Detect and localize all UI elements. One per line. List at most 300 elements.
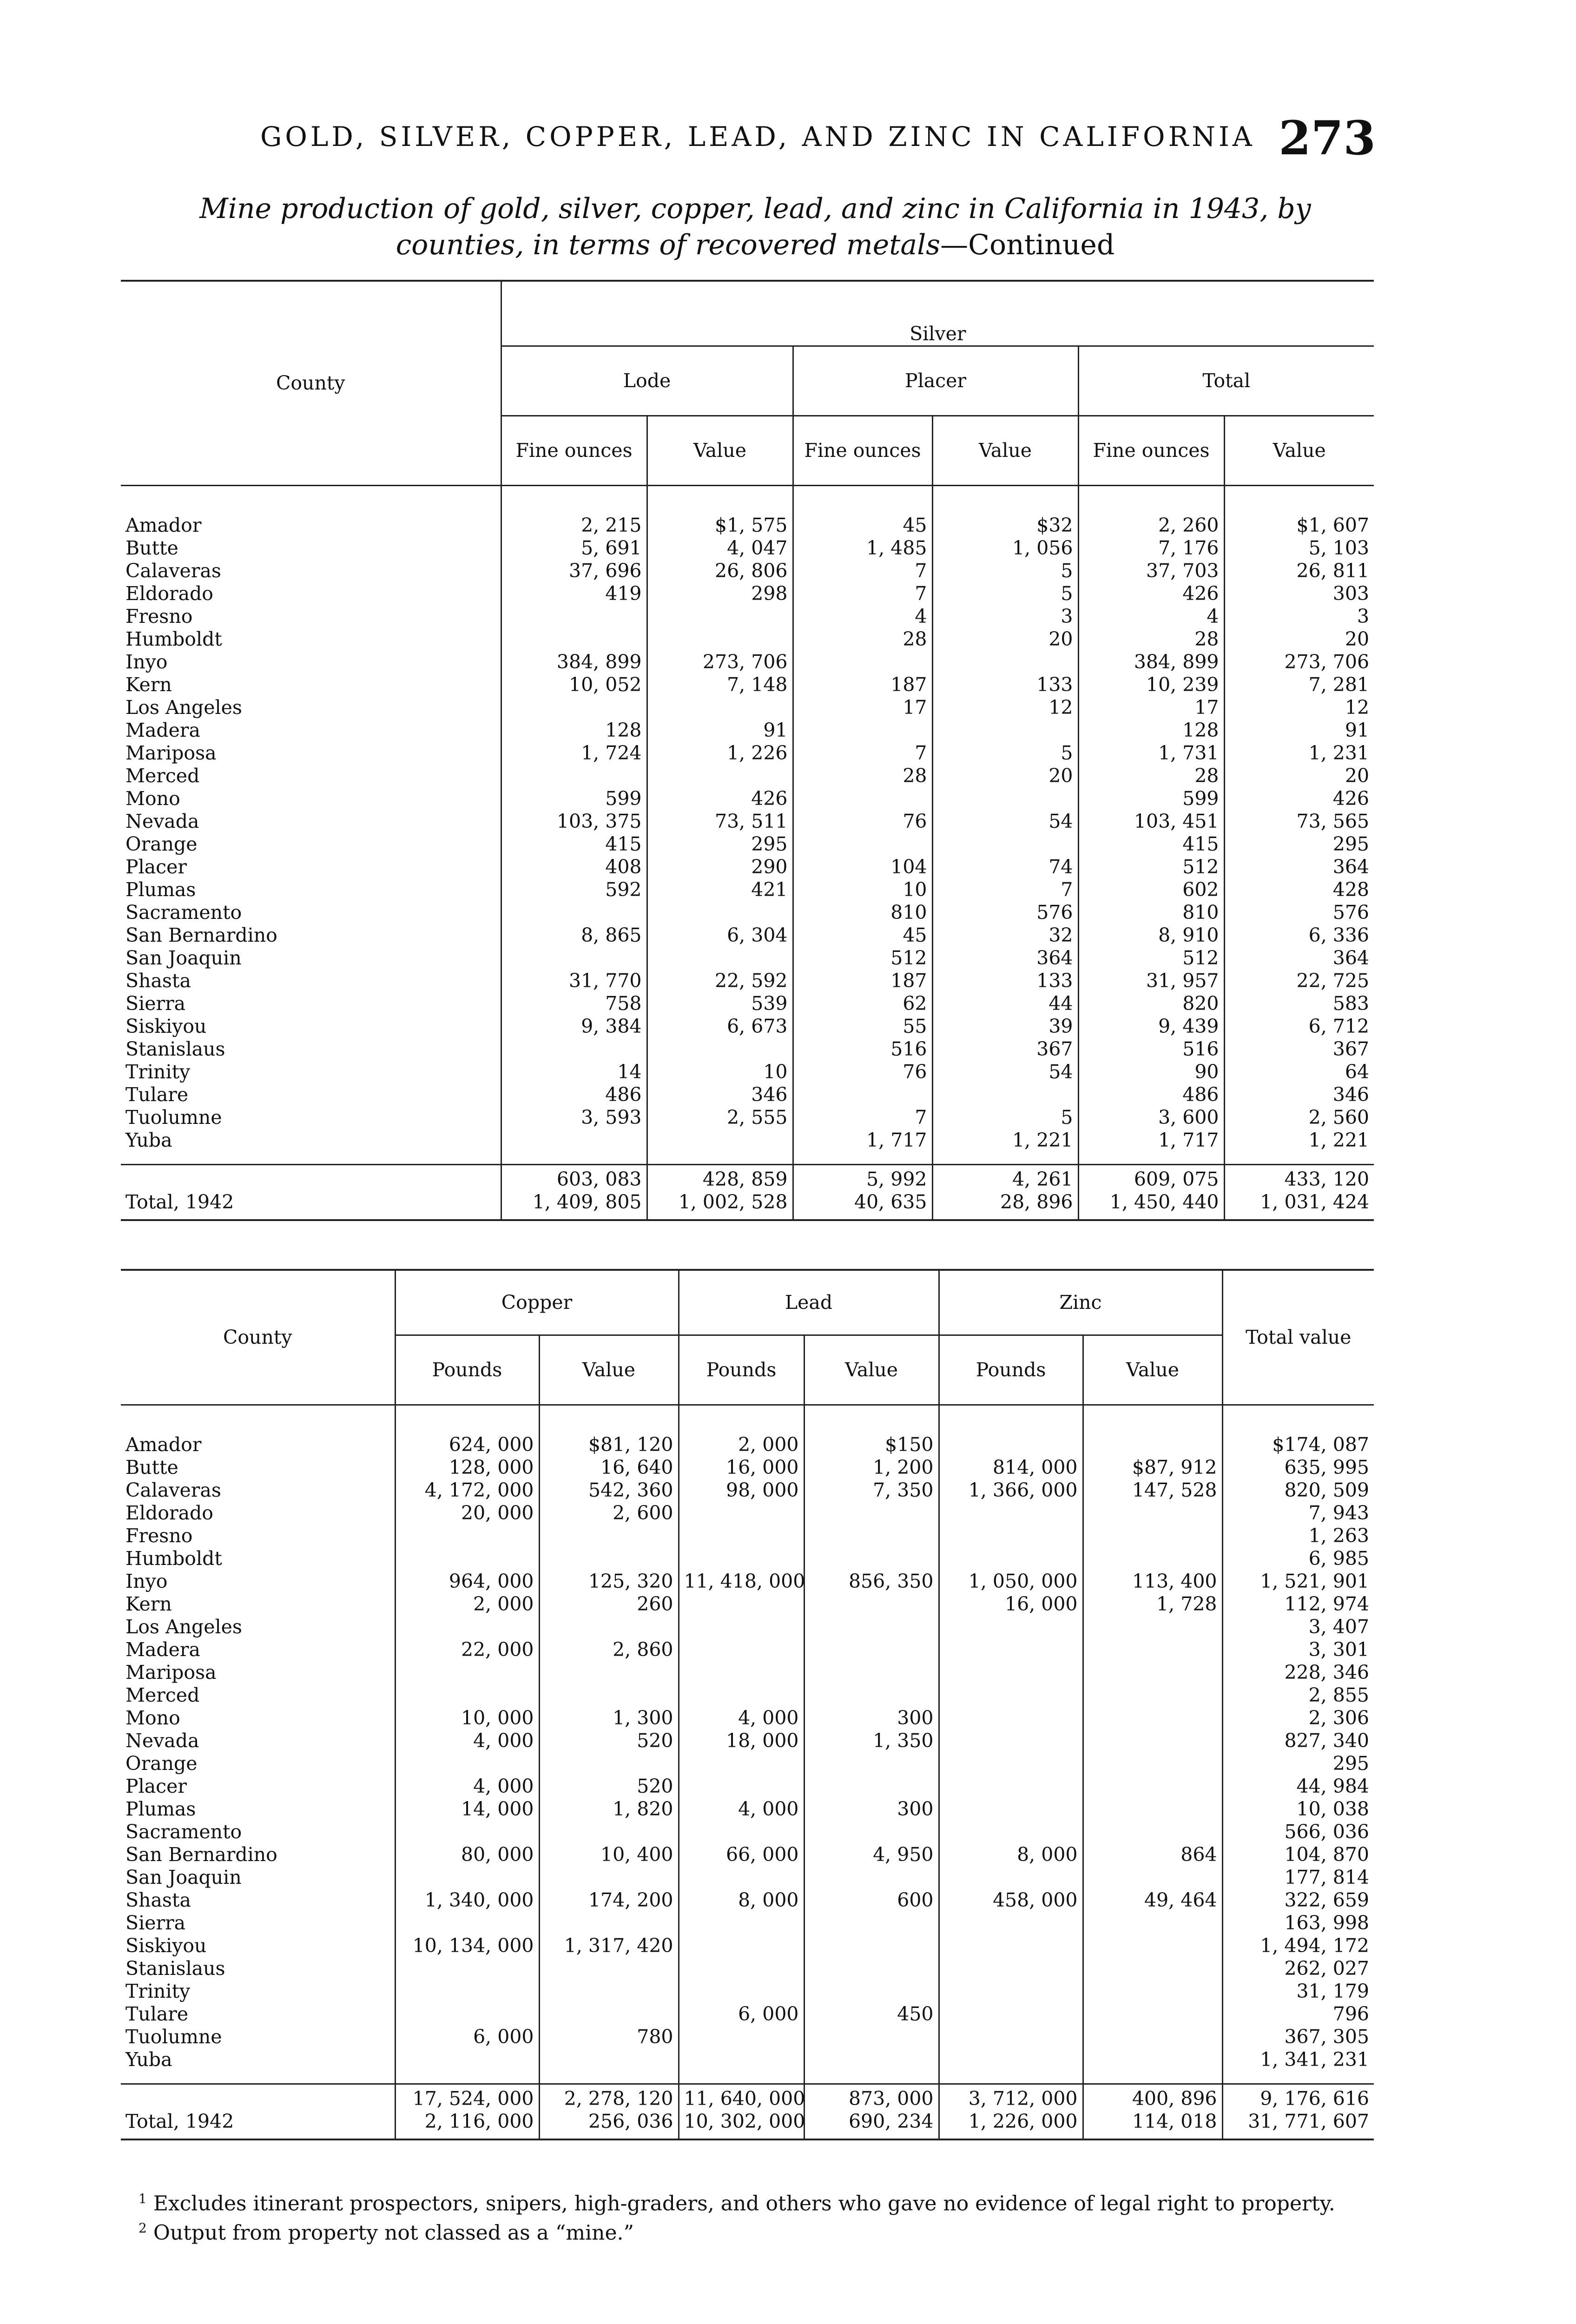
table-cell xyxy=(1083,1525,1222,1547)
table-row xyxy=(121,1821,1374,1843)
total-1942-cell: 690, 234 xyxy=(804,2110,939,2139)
table-cell: 8, 910 xyxy=(1078,924,1224,947)
table-cell: 163, 998 xyxy=(1222,1912,1374,1934)
county-name: Placer xyxy=(125,855,187,878)
table-cell: 16, 640 xyxy=(539,1456,679,1479)
table-cell xyxy=(679,1547,804,1570)
table-cell xyxy=(939,2003,1083,2026)
table-cell: 810 xyxy=(1078,901,1224,924)
table-cell: 2, 600 xyxy=(539,1502,679,1525)
table-cell xyxy=(1083,1980,1222,2003)
table-cell: 303 xyxy=(1224,582,1374,605)
table-cell xyxy=(647,765,793,787)
table-cell: 384, 899 xyxy=(1078,651,1224,673)
table-cell: 6, 673 xyxy=(647,1015,793,1038)
table-row xyxy=(121,1866,1374,1889)
table-cell: 4, 000 xyxy=(395,1730,539,1752)
table-cell xyxy=(501,628,647,651)
county-name: Merced xyxy=(125,1684,200,1706)
table-cell xyxy=(395,2003,539,2026)
table-row xyxy=(121,1502,1374,1525)
table-cell: 827, 340 xyxy=(1222,1730,1374,1752)
table-cell xyxy=(804,2048,939,2084)
table-cell: 4, 047 xyxy=(647,537,793,560)
table-cell: 262, 027 xyxy=(1222,1957,1374,1980)
table-cell: 49, 464 xyxy=(1083,1889,1222,1912)
table-cell xyxy=(1083,1798,1222,1821)
table-cell: 3, 407 xyxy=(1222,1616,1374,1638)
county-name: Madera xyxy=(125,1638,200,1661)
table-cell: 7, 148 xyxy=(647,673,793,696)
table-cell: 419 xyxy=(501,582,647,605)
table-row xyxy=(121,878,1374,901)
table-cell: 2, 215 xyxy=(501,485,647,537)
table-cell: 864 xyxy=(1083,1843,1222,1866)
page-number: 273 xyxy=(1279,111,1376,165)
table-cell: 6, 712 xyxy=(1224,1015,1374,1038)
table-cell: 80, 000 xyxy=(395,1843,539,1866)
table-cell: 74 xyxy=(932,856,1078,878)
county-name: Sacramento xyxy=(125,1820,242,1843)
table-cell: 8, 000 xyxy=(939,1843,1083,1866)
col-header: Fine ounces xyxy=(501,416,647,485)
table-cell: 1, 728 xyxy=(1083,1593,1222,1616)
silver-county-header: County xyxy=(121,281,501,485)
table-cell: 426 xyxy=(1078,582,1224,605)
table-cell: 856, 350 xyxy=(804,1570,939,1593)
table-row xyxy=(121,1661,1374,1684)
table-cell xyxy=(395,1616,539,1638)
total-cell: 5, 992 xyxy=(793,1164,932,1191)
table-cell: 98, 000 xyxy=(679,1479,804,1502)
table-cell xyxy=(932,787,1078,810)
table-cell xyxy=(1083,1821,1222,1843)
total-1942-row xyxy=(121,2110,1374,2139)
table-cell: 128, 000 xyxy=(395,1456,539,1479)
table-cell: 20 xyxy=(932,628,1078,651)
table-row xyxy=(121,1638,1374,1661)
table-cell: 31, 770 xyxy=(501,970,647,992)
county-name: Stanislaus xyxy=(125,1037,225,1060)
table-row xyxy=(121,628,1374,651)
table-cell: 260 xyxy=(539,1593,679,1616)
table-row xyxy=(121,2048,1374,2084)
base-metals-table xyxy=(121,1269,1374,2140)
table-row xyxy=(121,1934,1374,1957)
table-cell: 635, 995 xyxy=(1222,1456,1374,1479)
table-cell xyxy=(501,947,647,970)
table-cell xyxy=(939,1798,1083,1821)
table-cell xyxy=(939,1821,1083,1843)
table-cell xyxy=(804,1616,939,1638)
table-cell: $1, 575 xyxy=(647,485,793,537)
table-cell: 1, 724 xyxy=(501,742,647,765)
table-cell: 758 xyxy=(501,992,647,1015)
table-row xyxy=(121,1456,1374,1479)
totals-row xyxy=(121,2084,1374,2110)
table-cell: 10, 134, 000 xyxy=(395,1934,539,1957)
page-header xyxy=(260,111,1376,166)
county-name: Mono xyxy=(125,787,180,810)
table-cell: 17 xyxy=(1078,696,1224,719)
table-row xyxy=(121,1775,1374,1798)
table-cell: 22, 000 xyxy=(395,1638,539,1661)
county-name: Siskiyou xyxy=(125,1015,207,1037)
running-title: GOLD, SILVER, COPPER, LEAD, AND ZINC IN CALIFORNIA xyxy=(260,121,1255,152)
table-cell: 28 xyxy=(1078,765,1224,787)
table-cell: 486 xyxy=(1078,1083,1224,1106)
table-cell: 90 xyxy=(1078,1061,1224,1083)
footnote-text: Excludes itinerant prospectors, snipers, high-graders, and others who gave no evidence of legal right to property. xyxy=(153,2192,1335,2216)
table-cell: 10, 038 xyxy=(1222,1798,1374,1821)
table-cell xyxy=(1083,1934,1222,1957)
county-name: Yuba xyxy=(125,1129,172,1151)
table-cell: 10 xyxy=(793,878,932,901)
table-cell: 1, 263 xyxy=(1222,1525,1374,1547)
table-cell: 91 xyxy=(1224,719,1374,742)
table-row xyxy=(121,719,1374,742)
table-cell xyxy=(679,1593,804,1616)
table-cell xyxy=(539,1752,679,1775)
totals-label-cell xyxy=(121,2084,395,2110)
table-cell: 426 xyxy=(1224,787,1374,810)
table-row xyxy=(121,582,1374,605)
table-cell: 384, 899 xyxy=(501,651,647,673)
table-cell: 6, 000 xyxy=(679,2003,804,2026)
table-row xyxy=(121,787,1374,810)
table-cell: 7 xyxy=(793,1106,932,1129)
table-cell xyxy=(804,1934,939,1957)
table-cell: 512 xyxy=(1078,947,1224,970)
table-cell: 6, 336 xyxy=(1224,924,1374,947)
col-header: Pounds xyxy=(395,1335,539,1405)
table-cell: 520 xyxy=(539,1775,679,1798)
table-cell xyxy=(647,696,793,719)
table-cell xyxy=(647,901,793,924)
table-cell: 796 xyxy=(1222,2003,1374,2026)
total-1942-cell: 40, 635 xyxy=(793,1191,932,1220)
table-cell xyxy=(395,1912,539,1934)
table-cell xyxy=(679,1502,804,1525)
table-cell: 322, 659 xyxy=(1222,1889,1374,1912)
table-cell xyxy=(1083,1707,1222,1730)
county-name: Amador xyxy=(125,514,202,536)
county-name: Nevada xyxy=(125,810,199,832)
lode-header: Lode xyxy=(501,346,793,416)
table-cell xyxy=(647,1038,793,1061)
table-cell: 45 xyxy=(793,485,932,537)
table-cell: 8, 865 xyxy=(501,924,647,947)
table-cell xyxy=(939,1707,1083,1730)
table-cell xyxy=(1083,1912,1222,1934)
table-cell xyxy=(939,1934,1083,1957)
table-cell xyxy=(804,1661,939,1684)
table-cell xyxy=(647,628,793,651)
county-name: Stanislaus xyxy=(125,1957,225,1980)
county-name: Tuolumne xyxy=(125,2025,222,2048)
table-cell: 4 xyxy=(1078,605,1224,628)
table-cell xyxy=(679,1684,804,1707)
caption-line-1: Mine production of gold, silver, copper, lead, and zinc in California in 1943, by xyxy=(199,192,1311,225)
table-cell: 7, 176 xyxy=(1078,537,1224,560)
table-cell: 1, 366, 000 xyxy=(939,1479,1083,1502)
table-cell: 1, 820 xyxy=(539,1798,679,1821)
col-header: Pounds xyxy=(939,1335,1083,1405)
table-row xyxy=(121,1798,1374,1821)
table-cell xyxy=(804,1957,939,1980)
table-cell: 5 xyxy=(932,582,1078,605)
caption-line-2-text: counties, in terms of recovered metals xyxy=(396,229,941,261)
total-cell: 400, 896 xyxy=(1083,2084,1222,2110)
table-cell: 10, 239 xyxy=(1078,673,1224,696)
table-cell: 2, 860 xyxy=(539,1638,679,1661)
table-cell: 1, 221 xyxy=(932,1129,1078,1165)
table-cell: 133 xyxy=(932,970,1078,992)
table-cell xyxy=(939,1684,1083,1707)
table-row xyxy=(121,1129,1374,1165)
copper-header: Copper xyxy=(395,1270,679,1335)
table-cell: 2, 260 xyxy=(1078,485,1224,537)
table-cell: 22, 592 xyxy=(647,970,793,992)
table-cell: 62 xyxy=(793,992,932,1015)
table-cell xyxy=(539,1821,679,1843)
table-cell xyxy=(501,765,647,787)
table-row xyxy=(121,1570,1374,1593)
table-cell xyxy=(1083,1502,1222,1525)
table-cell: 4, 172, 000 xyxy=(395,1479,539,1502)
table-cell: 1, 485 xyxy=(793,537,932,560)
table-cell xyxy=(395,1866,539,1889)
table-cell xyxy=(679,2026,804,2048)
table-cell xyxy=(647,1129,793,1165)
table-cell xyxy=(939,1866,1083,1889)
table-cell xyxy=(939,1502,1083,1525)
total-1942-label: Total, 1942 xyxy=(121,2110,395,2139)
table-cell: 520 xyxy=(539,1730,679,1752)
table-cell xyxy=(1083,2003,1222,2026)
table-cell: $87, 912 xyxy=(1083,1456,1222,1479)
table-cell xyxy=(395,1661,539,1684)
table-cell: 7, 281 xyxy=(1224,673,1374,696)
table-cell: 17 xyxy=(793,696,932,719)
county-name: Plumas xyxy=(125,878,196,901)
table-cell xyxy=(804,1525,939,1547)
table-cell xyxy=(793,719,932,742)
table-cell xyxy=(539,1866,679,1889)
county-name: Eldorado xyxy=(125,582,213,605)
table-cell: 11, 418, 000 xyxy=(679,1570,804,1593)
table-cell: 4, 000 xyxy=(679,1798,804,1821)
county-name: Eldorado xyxy=(125,1501,213,1524)
table-cell: 599 xyxy=(1078,787,1224,810)
table-cell: 14, 000 xyxy=(395,1798,539,1821)
table-cell: 295 xyxy=(1224,833,1374,856)
table-cell: 539 xyxy=(647,992,793,1015)
table-row xyxy=(121,833,1374,856)
table-row xyxy=(121,1547,1374,1570)
table-cell: 273, 706 xyxy=(1224,651,1374,673)
table-cell xyxy=(939,2048,1083,2084)
silver-table xyxy=(121,280,1374,1221)
table-cell: 28 xyxy=(1078,628,1224,651)
table-cell xyxy=(939,1405,1083,1456)
table-cell: 1, 050, 000 xyxy=(939,1570,1083,1593)
table-cell: 16, 000 xyxy=(679,1456,804,1479)
base-table-body xyxy=(121,1405,1374,2139)
table-cell xyxy=(804,1752,939,1775)
table-cell: 1, 717 xyxy=(1078,1129,1224,1165)
table-cell: 7 xyxy=(932,878,1078,901)
table-cell: 18, 000 xyxy=(679,1730,804,1752)
table-cell: 4 xyxy=(793,605,932,628)
table-cell: 103, 451 xyxy=(1078,810,1224,833)
table-cell: 3, 301 xyxy=(1222,1638,1374,1661)
table-cell: 5 xyxy=(932,560,1078,582)
table-cell: 3, 593 xyxy=(501,1106,647,1129)
table-cell xyxy=(539,1912,679,1934)
total-cell: 428, 859 xyxy=(647,1164,793,1191)
table-cell: 364 xyxy=(1224,856,1374,878)
table-cell xyxy=(804,1980,939,2003)
table-cell xyxy=(647,605,793,628)
table-cell xyxy=(679,1912,804,1934)
table-cell: 2, 560 xyxy=(1224,1106,1374,1129)
table-cell: 44, 984 xyxy=(1222,1775,1374,1798)
table-cell xyxy=(932,651,1078,673)
table-cell: 1, 731 xyxy=(1078,742,1224,765)
table-cell xyxy=(939,1730,1083,1752)
table-cell xyxy=(939,1957,1083,1980)
table-cell: 54 xyxy=(932,1061,1078,1083)
table-cell xyxy=(804,1593,939,1616)
table-cell xyxy=(932,833,1078,856)
table-cell: 22, 725 xyxy=(1224,970,1374,992)
table-row xyxy=(121,1752,1374,1775)
table-cell: 7 xyxy=(793,742,932,765)
table-cell: 2, 555 xyxy=(647,1106,793,1129)
table-row xyxy=(121,1525,1374,1547)
table-cell xyxy=(793,787,932,810)
table-cell: 1, 340, 000 xyxy=(395,1889,539,1912)
total-1942-cell: 2, 116, 000 xyxy=(395,2110,539,2139)
table-row xyxy=(121,1980,1374,2003)
table-cell xyxy=(804,1821,939,1843)
table-cell xyxy=(1083,1661,1222,1684)
table-cell: 20 xyxy=(1224,765,1374,787)
table-row xyxy=(121,1061,1374,1083)
table-row xyxy=(121,810,1374,833)
table-cell: 599 xyxy=(501,787,647,810)
total-cell: 603, 083 xyxy=(501,1164,647,1191)
table-cell: 3, 600 xyxy=(1078,1106,1224,1129)
table-cell xyxy=(501,1129,647,1165)
county-name: Kern xyxy=(125,1592,172,1615)
table-cell: 20 xyxy=(932,765,1078,787)
table-cell: 4, 000 xyxy=(679,1707,804,1730)
table-cell xyxy=(1083,1866,1222,1889)
col-header: Value xyxy=(1083,1335,1222,1405)
county-name: Sierra xyxy=(125,992,186,1015)
county-name: Orange xyxy=(125,1752,198,1775)
table-cell: 512 xyxy=(793,947,932,970)
table-row xyxy=(121,1684,1374,1707)
base-county-header: County xyxy=(121,1270,395,1405)
table-cell xyxy=(804,1638,939,1661)
table-cell: 298 xyxy=(647,582,793,605)
table-cell: 428 xyxy=(1224,878,1374,901)
table-cell: 566, 036 xyxy=(1222,1821,1374,1843)
table-cell: 364 xyxy=(1224,947,1374,970)
table-cell: 28 xyxy=(793,628,932,651)
table-cell: 1, 056 xyxy=(932,537,1078,560)
table-cell: 10 xyxy=(647,1061,793,1083)
table-cell: 31, 957 xyxy=(1078,970,1224,992)
table-cell: 76 xyxy=(793,1061,932,1083)
table-cell: 187 xyxy=(793,673,932,696)
table-cell: 964, 000 xyxy=(395,1570,539,1593)
county-name: Kern xyxy=(125,673,172,696)
table-cell: 64 xyxy=(1224,1061,1374,1083)
county-name: Fresno xyxy=(125,605,193,627)
total-cell: 873, 000 xyxy=(804,2084,939,2110)
county-name: Shasta xyxy=(125,1888,191,1911)
table-cell: 66, 000 xyxy=(679,1843,804,1866)
table-cell: 6, 304 xyxy=(647,924,793,947)
total-1942-cell: 1, 031, 424 xyxy=(1224,1191,1374,1220)
table-cell: 295 xyxy=(1222,1752,1374,1775)
total-cell: 3, 712, 000 xyxy=(939,2084,1083,2110)
table-cell xyxy=(1083,1405,1222,1456)
table-cell: 20, 000 xyxy=(395,1502,539,1525)
table-cell xyxy=(679,1638,804,1661)
table-cell: 3 xyxy=(932,605,1078,628)
table-cell: 820, 509 xyxy=(1222,1479,1374,1502)
table-cell: 7, 350 xyxy=(804,1479,939,1502)
table-row xyxy=(121,856,1374,878)
total-1942-cell: 1, 450, 440 xyxy=(1078,1191,1224,1220)
table-cell: 73, 511 xyxy=(647,810,793,833)
table-cell: 55 xyxy=(793,1015,932,1038)
table-cell: 1, 226 xyxy=(647,742,793,765)
table-cell: 20 xyxy=(1224,628,1374,651)
col-header: Fine ounces xyxy=(793,416,932,485)
table-row xyxy=(121,605,1374,628)
table-row xyxy=(121,1912,1374,1934)
table-cell: 4, 950 xyxy=(804,1843,939,1866)
county-name: Inyo xyxy=(125,1570,168,1592)
table-cell: 9, 384 xyxy=(501,1015,647,1038)
table-cell: 3 xyxy=(1224,605,1374,628)
table-cell: 128 xyxy=(501,719,647,742)
col-header: Value xyxy=(932,416,1078,485)
county-name: Sierra xyxy=(125,1911,186,1934)
table-cell: 421 xyxy=(647,878,793,901)
table-row xyxy=(121,1843,1374,1866)
table-cell xyxy=(1083,1957,1222,1980)
table-cell xyxy=(1083,1616,1222,1638)
total-cell: 4, 261 xyxy=(932,1164,1078,1191)
table-row xyxy=(121,1405,1374,1456)
table-cell: 516 xyxy=(793,1038,932,1061)
table-row xyxy=(121,1730,1374,1752)
table-cell: 415 xyxy=(1078,833,1224,856)
table-cell: 408 xyxy=(501,856,647,878)
table-cell: 1, 317, 420 xyxy=(539,1934,679,1957)
table-cell: 600 xyxy=(804,1889,939,1912)
table-cell: 7, 943 xyxy=(1222,1502,1374,1525)
table-cell: 486 xyxy=(501,1083,647,1106)
table-cell: $32 xyxy=(932,485,1078,537)
